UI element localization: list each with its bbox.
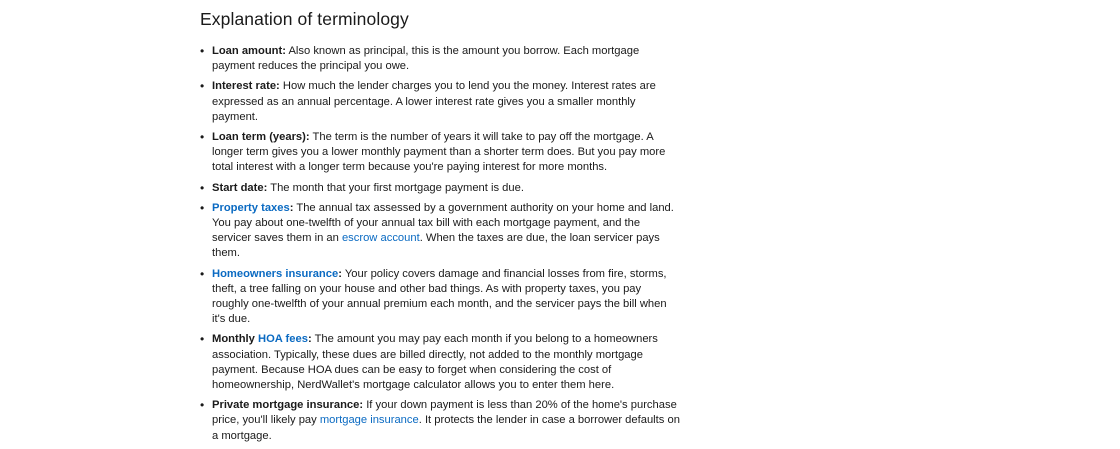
term-colon: :: [338, 267, 342, 280]
term-colon: :: [307, 333, 312, 346]
term-description: If your down payment is less than 20% of the home's purchase price, you'll likely pay: [212, 399, 677, 427]
term-description: Your policy covers damage and financial losses from fire, storms, theft, a tree falling on your house and other bad things. As with property taxes, you pay roughly one-twelfth of your annual premium each month, and the servicer pays the bill when it's due.: [212, 267, 667, 326]
term-description: Also known as principal, this is the amount you borrow. Each mortgage payment reduces the principal you owe.: [212, 45, 640, 73]
list-item-hoa-fees: [200, 332, 680, 393]
section-title: Explanation of terminology: [200, 9, 409, 29]
list-item-homeowners-insurance: [200, 267, 680, 328]
term-label: Start date:: [212, 181, 268, 194]
property-taxes-link[interactable]: Property taxes: [212, 201, 290, 214]
list-item-interest-rate: [200, 79, 680, 125]
term-label: Loan term (years):: [212, 131, 310, 144]
term-label: Interest rate:: [212, 80, 280, 93]
term-description-cont: . It protects the lender in case a borrower defaults on a mortgage.: [212, 414, 680, 442]
term-description: How much the lender charges you to lend you the money. Interest rates are expressed as an annual percentage. A lower interest rate gives you a smaller monthly payment.: [212, 80, 656, 123]
term-label: Private mortgage insurance:: [212, 399, 364, 412]
term-colon: :: [289, 201, 294, 214]
terminology-list: [200, 44, 680, 444]
list-item-start-date: [200, 181, 680, 196]
list-item-loan-term: [200, 130, 680, 176]
mortgage-insurance-link[interactable]: mortgage insurance: [319, 414, 419, 427]
term-description: The annual tax assessed by a government authority on your home and land. You pay about one-twelfth of your annual tax bill with each mortgage payment, and the servicer saves them in an: [212, 201, 674, 245]
list-item-property-taxes: [200, 201, 680, 262]
term-description: The amount you may pay each month if you belong to a homeowners association. Typically, these dues are billed directly, not added to the monthly mortgage payment. Because HOA dues can be easy to forget when considering the cost of homeownership, NerdWallet's mortgage calculator allows you to enter them here.: [212, 333, 658, 392]
hoa-fees-link[interactable]: HOA fees: [258, 333, 308, 346]
term-label: Loan amount:: [212, 45, 286, 57]
list-item-pmi: [200, 398, 680, 444]
terminology-section: [200, 8, 680, 449]
list-item-loan-amount: [200, 44, 680, 74]
term-description-cont: . When the taxes are due, the loan servicer pays them.: [212, 232, 660, 260]
term-description: The term is the number of years it will take to pay off the mortgage. A longer term gives you a lower monthly payment than a shorter term does. But you pay more total interest with a longer term because you're paying interest for more months.: [212, 131, 666, 174]
homeowners-insurance-link[interactable]: Homeowners insurance: [212, 267, 339, 280]
term-label: Monthly: [212, 333, 258, 346]
escrow-account-link[interactable]: escrow account: [341, 232, 420, 245]
term-description: The month that your first mortgage payment is due.: [267, 181, 524, 194]
